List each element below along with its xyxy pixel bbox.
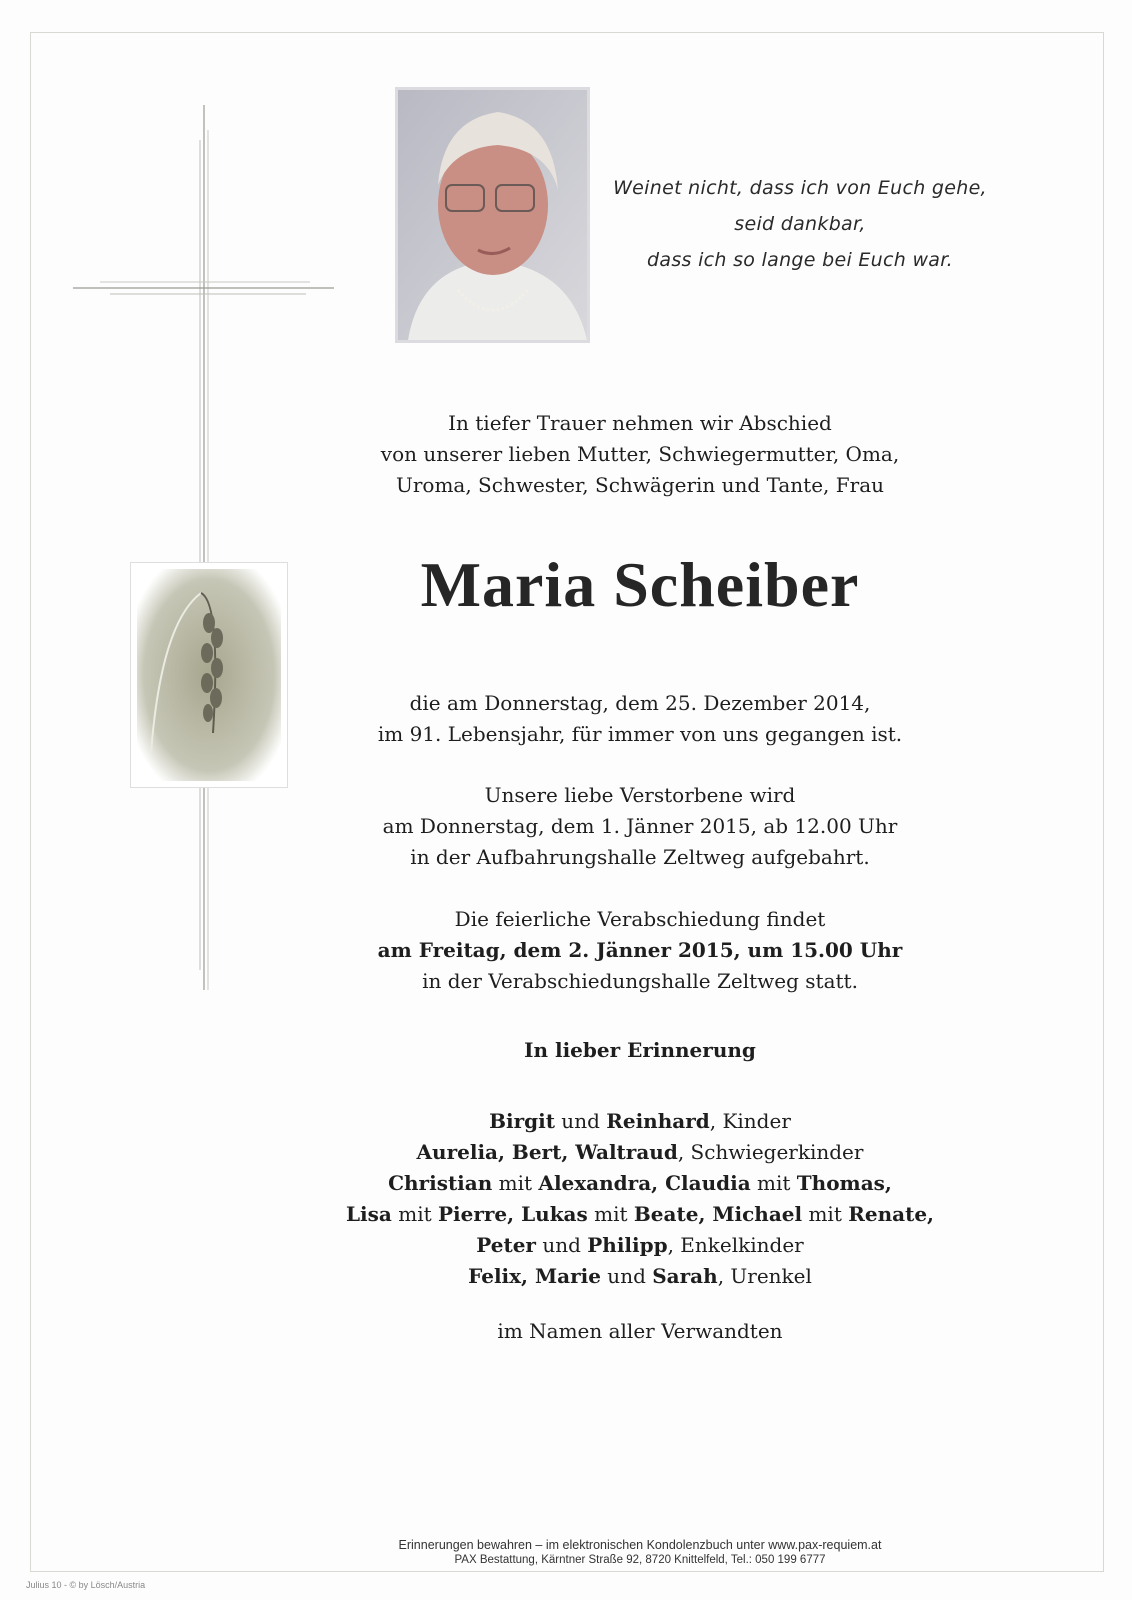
memorial-quote: [600, 170, 1000, 278]
quote-line: Weinet nicht, dass ich von Euch gehe,: [613, 177, 987, 199]
mourner-name: Thomas,: [796, 1171, 892, 1195]
mourner-text: mit: [492, 1171, 539, 1195]
mourner-line: [340, 1168, 940, 1199]
portrait-photo: [395, 87, 590, 343]
design-credit: Julius 10 - © by Lösch/Austria: [26, 1580, 146, 1590]
quote-line: seid dankbar,: [734, 213, 866, 235]
footer-contact-line: PAX Bestattung, Kärntner Straße 92, 8720 Knittelfeld, Tel.: 050 199 6777: [454, 1554, 826, 1566]
mourners-list: [340, 1106, 940, 1292]
mourner-line: [340, 1137, 940, 1168]
ceremony-date: am Freitag, dem 2. Jänner 2015, um 15.00 Uhr: [377, 938, 903, 962]
mourner-line: [340, 1106, 940, 1137]
viewing-line: am Donnerstag, dem 1. Jänner 2015, ab 12.00 Uhr: [382, 814, 898, 838]
death-notice: [340, 688, 940, 750]
mourner-text: mit: [587, 1202, 634, 1226]
intro-text: [340, 408, 940, 501]
quote-line: dass ich so lange bei Euch war.: [647, 249, 953, 271]
intro-line: von unserer lieben Mutter, Schwiegermutter, Oma,: [380, 442, 900, 466]
viewing-line: in der Aufbahrungshalle Zeltweg aufgebahrt.: [410, 845, 870, 869]
death-line: im 91. Lebensjahr, für immer von uns gegangen ist.: [377, 722, 903, 746]
mourner-name: Felix, Marie: [468, 1264, 601, 1288]
mourner-text: , Enkelkinder: [667, 1233, 804, 1257]
mourner-name: Pierre, Lukas: [438, 1202, 588, 1226]
ceremony-line: in der Verabschiedungshalle Zeltweg statt.: [422, 969, 858, 993]
mourner-line: [340, 1199, 940, 1230]
mourner-text: , Kinder: [709, 1109, 791, 1133]
cross-ornament: [70, 100, 340, 1000]
mourner-name: Alexandra, Claudia: [538, 1171, 751, 1195]
mourner-text: , Schwiegerkinder: [677, 1140, 864, 1164]
closing-line: im Namen aller Verwandten: [497, 1319, 783, 1343]
ceremony-line: Die feierliche Verabschiedung findet: [454, 907, 826, 931]
footer: [340, 1538, 940, 1568]
wheat-motif-image: [130, 562, 288, 788]
mourner-text: und: [535, 1233, 588, 1257]
mourner-name: Renate,: [848, 1202, 935, 1226]
mourner-text: mit: [802, 1202, 849, 1226]
mourner-name: Sarah: [652, 1264, 718, 1288]
ceremony-info: [340, 904, 940, 997]
footer-condolence-line: Erinnerungen bewahren – im elektronischen Kondolenzbuch unter www.pax-requiem.at: [398, 1538, 882, 1552]
mourner-name: Beate, Michael: [633, 1202, 803, 1226]
viewing-info: [340, 780, 940, 873]
intro-line: In tiefer Trauer nehmen wir Abschied: [448, 411, 832, 435]
mourner-name: Lisa: [345, 1202, 392, 1226]
mourner-text: und: [600, 1264, 653, 1288]
mourner-text: , Urenkel: [717, 1264, 812, 1288]
mourner-name: Peter: [476, 1233, 536, 1257]
deceased-name: Maria Scheiber: [420, 549, 860, 620]
memory-heading: In lieber Erinnerung: [524, 1038, 756, 1062]
mourner-text: mit: [750, 1171, 797, 1195]
mourner-name: Birgit: [489, 1109, 555, 1133]
viewing-line: Unsere liebe Verstorbene wird: [484, 783, 796, 807]
death-line: die am Donnerstag, dem 25. Dezember 2014,: [409, 691, 871, 715]
intro-line: Uroma, Schwester, Schwägerin und Tante, Frau: [395, 473, 885, 497]
mourner-line: [340, 1230, 940, 1261]
mourner-name: Philipp: [587, 1233, 668, 1257]
mourner-line: [340, 1261, 940, 1292]
mourner-text: mit: [391, 1202, 438, 1226]
mourner-name: Reinhard: [606, 1109, 710, 1133]
mourner-name: Aurelia, Bert, Waltraud: [416, 1140, 678, 1164]
mourner-text: und: [554, 1109, 607, 1133]
mourner-name: Christian: [388, 1171, 493, 1195]
